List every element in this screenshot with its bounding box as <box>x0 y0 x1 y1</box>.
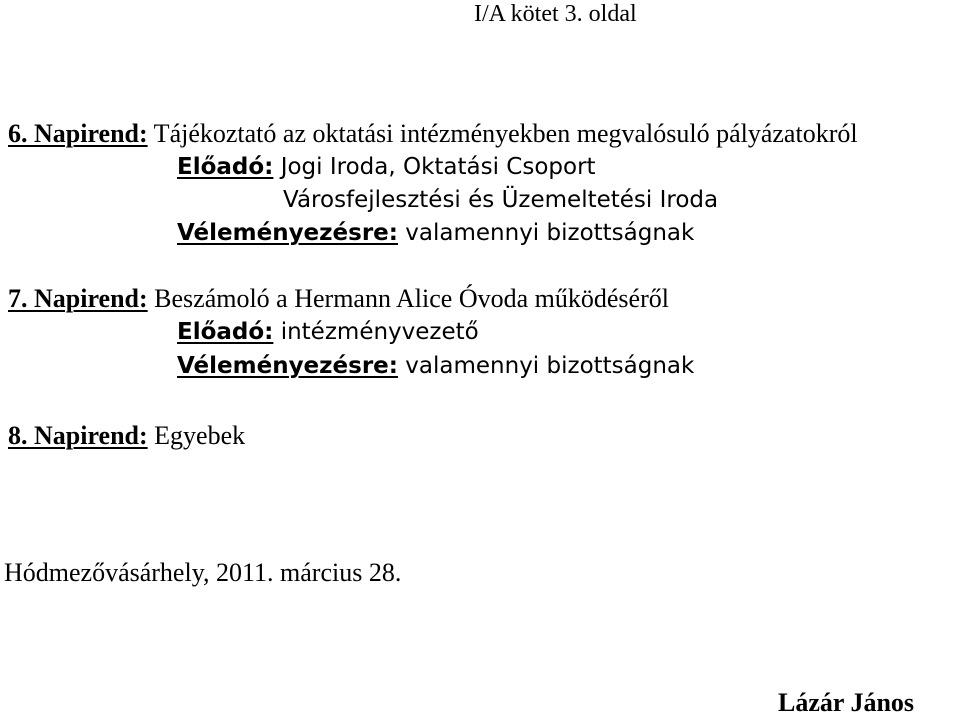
agenda-item-6-reviewer-value: valamennyi bizottságnak <box>397 220 695 246</box>
agenda-item-7-reviewer <box>177 355 694 378</box>
agenda-item-6-presenter-value: Jogi Iroda, Oktatási Csoport <box>273 154 596 180</box>
agenda-item-6-label: 6. Napirend: <box>8 119 148 148</box>
agenda-item-6-presenter-secondary: Városfejlesztési és Üzemeltetési Iroda <box>283 187 719 213</box>
agenda-item-8 <box>8 423 245 449</box>
agenda-item-6-presenter <box>177 156 596 179</box>
agenda-item-7-reviewer-value: valamennyi bizottságnak <box>397 353 695 379</box>
agenda-item-7-title: Beszámoló a Hermann Alice Óvoda működéséről <box>147 284 669 313</box>
agenda-item-7-presenter <box>177 321 479 344</box>
agenda-item-6-title: Tájékoztató az oktatási intézményekben megvalósuló pályázatokról <box>147 119 858 148</box>
place-and-date: Hódmezővásárhely, 2011. március 28. <box>4 558 402 587</box>
signatory-name: Lázár János <box>778 688 915 717</box>
agenda-item-7-label: 7. Napirend: <box>8 284 148 313</box>
agenda-item-7 <box>8 286 669 312</box>
page-reference: I/A kötet 3. oldal <box>474 1 637 27</box>
agenda-item-6-reviewer <box>177 222 694 245</box>
agenda-item-7-presenter-label: Előadó: <box>177 319 274 345</box>
agenda-item-8-label: 8. Napirend: <box>8 421 148 450</box>
agenda-item-7-presenter-value: intézményvezető <box>273 319 479 345</box>
agenda-item-6 <box>8 121 858 147</box>
agenda-item-6-reviewer-label: Véleményezésre: <box>177 220 398 246</box>
agenda-item-7-reviewer-label: Véleményezésre: <box>177 353 398 379</box>
agenda-item-6-presenter-label: Előadó: <box>177 154 274 180</box>
agenda-item-8-title: Egyebek <box>147 421 246 450</box>
